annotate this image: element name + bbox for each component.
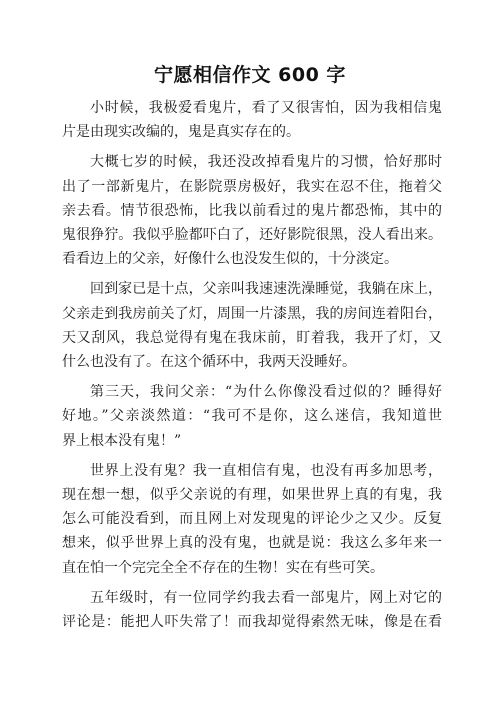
- paragraph-line: 出了一部新鬼片，在影院票房极好，我实在忍不住，拖着父: [62, 178, 442, 195]
- paragraph-line: 五年级时，有一位同学约我去看一部鬼片，网上对它的: [90, 589, 442, 606]
- document-title: 宁愿相信作文 600 字: [154, 64, 346, 86]
- paragraph-line: 天又刮风，我总觉得有鬼在我床前，盯着我，我开了灯，又: [62, 329, 442, 346]
- paragraph-line: 第三天，我问父亲：“为什么你像没看过似的？睡得好: [90, 384, 442, 401]
- paragraph-line: 评论是：能把人吓失常了！而我却觉得索然无味，像是在看: [62, 614, 442, 631]
- paragraph-line: 好地。”父亲淡然道：“我可不是你，这么迷信，我知道世: [62, 408, 442, 425]
- paragraph-line: 大概七岁的时候，我还没改掉看鬼片的习惯，恰好那时: [90, 154, 442, 171]
- paragraph-line: 直在怕一个完完全全不存在的生物！实在有些可笑。: [62, 559, 384, 576]
- paragraph-4: [62, 380, 442, 453]
- document-body: [62, 96, 442, 640]
- paragraph-line: 什么也没有了。在这个循环中，我两天没睡好。: [62, 354, 356, 371]
- paragraph-line: 世界上没有鬼？我一直相信有鬼，也没有再多加思考，: [90, 462, 442, 479]
- paragraph-line: 现在想一想，似乎父亲说的有理，如果世界上真的有鬼，我: [62, 487, 442, 504]
- paragraph-line: 小时候，我极爱看鬼片，看了又很害怕，因为我相信鬼: [90, 100, 442, 116]
- paragraph-line: 界上根本没有鬼！”: [62, 432, 182, 449]
- paragraph-line: 看看边上的父亲，好像什么也没发生似的，十分淡定。: [62, 251, 398, 268]
- paragraph-line: 想来，似乎世界上真的没有鬼，也就是说：我这么多年来一: [62, 535, 442, 552]
- paragraph-line: 片是由现实改编的，鬼是真实存在的。: [62, 124, 300, 141]
- paragraph-line: 父亲走到我房前关了灯，周围一片漆黑，我的房间连着阳台，: [62, 305, 442, 322]
- paragraph-3: [62, 277, 442, 374]
- paragraph-line: 亲去看。情节很恐怖，比我以前看过的鬼片都恐怖，其中的: [62, 202, 442, 219]
- paragraph-line: 鬼很狰狞。我似乎脸都吓白了，还好影院很黑，没人看出来。: [62, 227, 442, 244]
- paragraph-line: 回到家已是十点，父亲叫我速速洗澡睡觉，我躺在床上，: [90, 281, 442, 298]
- paragraph-1: [62, 96, 442, 144]
- paragraph-line: 怎么可能没看到，而且网上对发现鬼的评论少之又少。反复: [62, 511, 442, 528]
- paragraph-2: [62, 150, 442, 271]
- paragraph-6: [62, 586, 442, 634]
- paragraph-5: [62, 459, 442, 580]
